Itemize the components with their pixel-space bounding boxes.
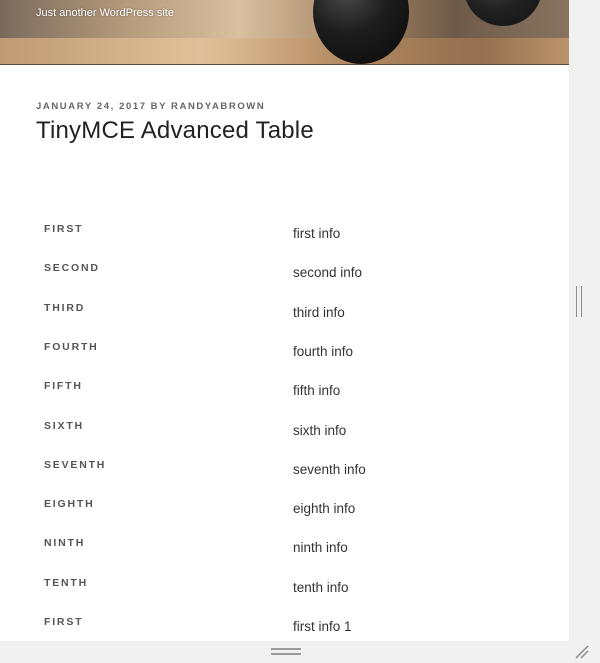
table-row [0,298,569,328]
post-author-link[interactable]: RANDYABROWN [171,101,266,112]
table-row [0,573,569,603]
table-row [0,494,569,524]
table-cell-info: third info [293,304,345,320]
table-cell-info: eighth info [293,501,356,517]
table-row [0,416,569,446]
post-date-link[interactable]: JANUARY 24, 2017 [36,101,147,112]
table-row [0,337,569,367]
table-row [0,376,569,406]
table-cell-label: NINTH [44,537,86,550]
table-cell-label: FIRST [44,223,84,235]
resize-corner-icon[interactable] [575,645,589,659]
vertical-scroll-grip-icon[interactable] [576,286,582,317]
table-cell-label: SIXTH [44,419,84,432]
table-cell-label: SECOND [44,262,100,275]
table-cell-label: THIRD [44,301,86,314]
table-cell-info: fifth info [293,383,341,399]
table-cell-info: ninth info [293,540,348,556]
table-cell-label: FIFTH [44,380,83,393]
post-by: BY [150,101,168,112]
post-meta [36,101,265,112]
table-cell-info: first info [293,226,341,241]
site-header-image [0,0,569,65]
header-decor-sphere [464,0,542,26]
table-cell-info: seventh info [293,461,366,477]
table-row [0,533,569,563]
table-cell-info: sixth info [293,422,347,438]
table-row [0,258,569,288]
table-cell-label: FOURTH [44,340,99,353]
table-cell-label: FIRST [44,616,84,628]
table-cell-info: tenth info [293,579,349,595]
post-title: TinyMCE Advanced Table [36,117,314,144]
table-cell-info: second info [293,265,363,281]
horizontal-drag-grip-icon[interactable] [271,648,301,655]
table-row [0,219,569,249]
site-tagline: Just another WordPress site [36,7,174,19]
table-cell-label: TENTH [44,576,88,589]
table-cell-info: fourth info [293,343,354,359]
table-cell-info: first info 1 [293,619,352,634]
table-cell-label: EIGHTH [44,498,95,511]
table-cell-label: SEVENTH [44,458,107,471]
table-row [0,612,569,641]
table-row [0,455,569,485]
